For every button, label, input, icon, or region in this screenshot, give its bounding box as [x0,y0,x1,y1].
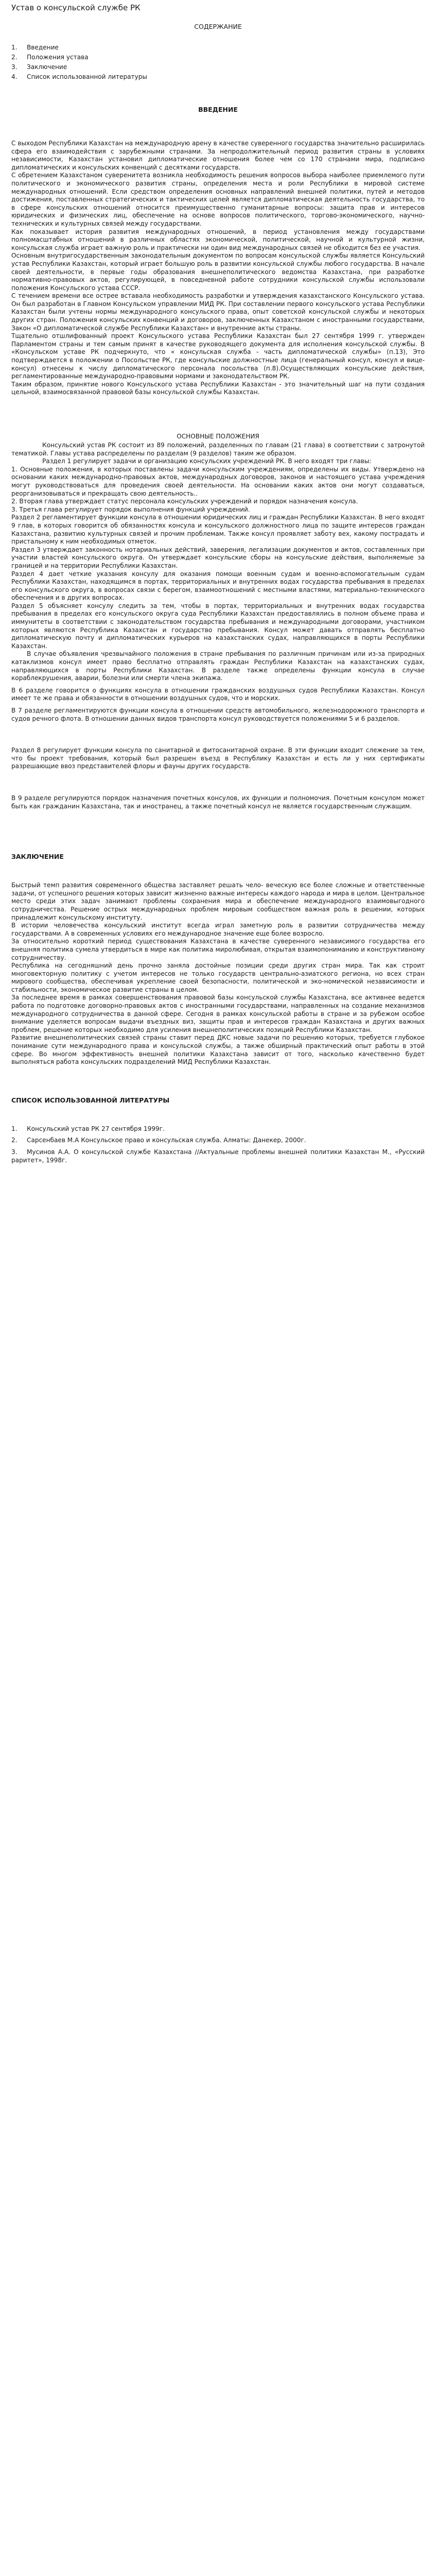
references-heading: СПИСОК ИСПОЛЬЗОВАННОЙ ЛИТЕРАТУРЫ [11,1096,170,1104]
provisions-paragraph: Раздел 5 объясняет консулу следить за тем, чтобы в портах, территориальных и внутренних водах государства пребывания в пределах его консульского округа суда Республики Казахстан предоставлялись в полном объеме права и иммунитеты в соответствии с законодательством государства пребывания и международными договорами, участником которых являются Республика Казахстан и государство пребывания. Консул может давать отправлять бесплатно дипломатическую почту и дипломатических курьеров на казахстанских судах, направляющихся в порты Республики Казахстан. [11,602,425,650]
toc-item-references[interactable] [11,72,425,82]
reference-number: 1. [11,1125,18,1132]
reference-text: Сарсенбаев М.А Консульское право и консульская служба. Алматы: Данекер, 2000г. [27,1137,306,1144]
toc-item-conclusion[interactable] [11,62,425,72]
intro-paragraph: Тщательно отшлифованный проект Консульского устава Республики Казахстан был 27 сентября 1999 г. утвержден Парламентом страны и тем самым принят в качестве руководящего документа для исполнения консульской службы. В «Консульском уставе РК подчеркнуто, что « консульская служба - часть дипломатической службы» (п.13), Это подтверждается в положении о Посольстве РК, где консульские должностные лица (генеральный консул, консул и вице-консул) отнесены к числу дипломатического персонала посольства (п.8).Осуществляющих консульские действия, регламентированные международно-правовыми нормами и законодательством РК. [11,332,425,380]
document-title: Устав о консульской службе РК [11,3,141,12]
conclusion-section [11,853,425,1066]
provisions-section [11,433,425,810]
intro-paragraph: С обретением Казахстаном суверенитета возникла необходимость решения вопросов выбора наиболее приемлемого пути политического и экономического развития страны, определения места и роли Республики в мировой системе международных отношений. Если средством определения основных направлений внешней политики, путей и методов достижения, поставленных стратегических и тактических целей является дипломатическая деятельность государства, то в сфере консульских отношений относится преимущественно гуманитарные вопросы: защита прав и интересов юридических и физических лиц, обеспечение на основе вопросов политического, торгово-экономического, научно-технических и культурных связей между государствами. [11,172,425,227]
reference-item [11,1148,425,1164]
provisions-paragraph: В 9 разделе регулируются порядок назначения почетных консулов, их функции и полномочия. Почетным консулом может быть как гражданин Казахстана, так и иностранец, а также почетный консул не является государственным служащим. [11,794,425,810]
toc-item-number: 3. [11,63,18,71]
document-page [0,0,436,1164]
references-section [11,1096,425,1164]
intro-paragraph: Как показывает история развития международных отношений, в период установления между государствами полномасштабных отношений в различных областях экономической, политической, научной и культурной жизни, консульская служба играет важную роль и практически ни один вид международных связей не обходится без ее участия. [11,228,425,251]
toc-item-number: 1. [11,44,18,51]
provisions-heading: ОСНОВНЫЕ ПОЛОЖЕНИЯ [177,433,259,440]
provisions-paragraph: В случае объявления чрезвычайного положения в стране пребывания по различным причинам или из-за природных катаклизмов консул имеет право бесплатно отправлять граждан Республики Казахстан на казахстанских судах, направляющихся в порты Республики Казахстан. В разделе также определены функции консула в случае кораблекрушения, аварии, болезни или смерти члена экипажа. [11,650,425,682]
toc-item-label: Заключение [27,63,67,71]
toc-item-label: Список использованной литературы [27,73,147,80]
provisions-paragraph: В 6 разделе говорится о функциях консула в отношении гражданских воздушных судов Республики Казахстан. Консул имеет те же права и обязанности в отношении воздушных судов, что и морских. [11,686,425,702]
provisions-paragraph: Консульский устав РК состоит из 89 положений, разделенных по главам (21 глава) в соответствии с затронутой тематикой. Главы устава распределены по разделам (9 разделов) таким же образом. [11,442,425,457]
toc-item-number: 2. [11,54,18,61]
reference-number: 3. [11,1148,18,1156]
conclusion-paragraph: Развитие внешнеполитических связей страны ставит перед ДКС новые задачи по решению которых, требуется глубокое понимание сути международного права и консульской службы, а также обширный практический опыт работы в этой сфере. Во многом эффективность внешней политики Казахстана зависит от того, насколько качественно будет выполняться работа консульских подразделений МИД Республики Казахстан. [11,1034,425,1066]
toc-item-intro[interactable] [11,43,425,53]
toc-item-number: 4. [11,73,18,80]
reference-item [11,1137,425,1145]
provisions-paragraph: Раздел 1 регулирует задачи и организацию консульских учреждений РК. В него входят три главы: [42,457,372,465]
toc-item-label: Положения устава [27,54,89,61]
conclusion-paragraph: Республика на сегодняшний день прочно заняла достойные позиции среди других стран мира. Так как строит многовекторную политику с учетом интересов не только государств центрально-азиатского региона, но всех стран мирового сообщества, обеспечивая укрепление своей безопасности, политической и эко-номической независимости и стабильности, экономическое развитие страны в целом. [11,962,425,993]
reference-text: Мусинов А.А. О консульской службе Казахстана //Актуальные проблемы внешней политики Казахстан М., «Русский раритет», 1998г. [11,1148,425,1164]
reference-number: 2. [11,1137,18,1144]
provisions-paragraph: Раздел 8 регулирует функции консула по санитарной и фитосанитарной охране. В эти функции входит слежение за тем, что бы проект требования, который был разрешен въезд в Республику Казахстан и есть ли у них сертификаты разрешающие ввоз представителей флоры и фауны других государств. [11,747,425,770]
conclusion-heading: ЗАКЛЮЧЕНИЕ [11,853,64,861]
intro-heading: ВВЕДЕНИЕ [198,106,238,113]
intro-paragraph: С выходом Республики Казахстан на международную арену в качестве суверенного государства значительно расширилась сфера его взаимодействия с зарубежными странами. За непродолжительный период развития страны в условиях независимости, Казахстан установил дипломатические отношения более чем со 170 странами мира, подписано дипломатических и консульских конвенций с десятками государств. [11,140,425,171]
conclusion-paragraph: В истории человечества консульский институт всегда играл заметную роль в развитии сотрудничества между государствами. А в современных условиях его международное значение еще более возросло. [11,922,425,937]
provisions-paragraph: 2. Вторая глава утверждает статус персонала консульских учреждений и порядок назначения консула. [11,498,358,505]
intro-paragraph: С течением времени все острее вставала необходимость разработки и утверждения казахстанского Консульского устава. Он был разработан в Главном Консульском управлении МИД РК. При составлении первого консульского устава Республики Казахстан были учтены нормы международного консульского права, опыт советской консульской службы и некоторых других стран. Положения консульских конвенций и договоров, заключенных Казахстаном с иностранными государствами, Закон «О дипломатической службе Республики Казахстан» и внутренние акты страны. [11,292,425,332]
provisions-paragraph: Раздел 4 дает четкие указания консулу для оказания помощи военным судам и военно-вспомогательным судам Республики Казахстан, находящимся в портах, территориальных и внутренних водах государства пребывания в пределах его консульского округа, в вопросах связи с берегом, взаимоотношений с местными властями, материально-технического обеспечения и в других вопросах. [11,570,425,602]
conclusion-paragraph: За относительно короткий период существования Казахстана в качестве суверенного независимого государства его внешняя политика сумела утвердиться в мире как политика миролюбивая, открытая взаимопониманию и конструктивному сотрудничеству. [11,938,425,961]
toc-item-label: Введение [27,44,59,51]
provisions-paragraph: В 7 разделе регламентируются функции консула в отношении средств автомобильного, железнодорожного транспорта и судов речного флота. В отношении данных видов транспорта консул руководствуется положениями 5 и 6 разделов. [11,707,425,722]
provisions-paragraph: Раздел 3 утверждает законность нотариальных действий, заверения, легализации документов и актов, составленных при участии властей консульского округа. Он утверждает консульские сборы на консульские действия, выполняемые за границей и на территории Республики Казахстан. [11,546,425,569]
table-of-contents [11,43,425,82]
reference-text: Консульский устав РК 27 сентября 1999г. [27,1125,165,1132]
provisions-paragraph: Раздел 2 регламентирует функции консула в отношении юридических лиц и граждан Республики Казахстан. В него входят 9 глав, в которых говорится об обязанностях консула и консульского должностного лица по защите интересов граждан Казахстана, развитию культурных связей и прочим проблемам. Также консул проявляет заботу вех, какому пострадать и пристальному к ним необходимых отметок. [11,514,425,546]
intro-paragraph: Таким образом, принятие нового Консульского устава Республики Казахстан - это значительный шаг на пути создания цельной, взаимосвязанной правовой базы консульской службы Казахстан. [11,380,425,396]
reference-item [11,1125,425,1133]
toc-item-provisions[interactable] [11,53,425,62]
provisions-paragraph: 3. Третья глава регулирует порядок выполнения функций учреждений. [11,505,250,513]
intro-paragraph: Основным внутригосударственным законодательным документом по вопросам консульской службы является Консульский устав Республики Казахстан, который играет большую роль в развитии консульской службы любого государства. В начале своей деятельности, в первые годы образования внешнеполитического ведомства Казахстана, при разработке нормативно-правовых актов, регулирующей, в повседневной работе сотрудники консульской службы использовали положения Консульского устава СССР. [11,252,425,292]
toc-heading: СОДЕРЖАНИЕ [194,23,242,30]
conclusion-paragraph: За последнее время в рамках совершенствования правовой базы консульской службы Казахстана, все активнее ведется работа по подготовке договорно-правовых актов с иностранными государствами, направленных на создание механизмов международного сотрудничества в данной сфере. Сегодня в рамках консульской работы в стране и за рубежом особое внимание уделяется вопросам выдачи въездных виз, защиты прав и интересов граждан Казахстана и других важных проблем, решение которых необходимо для усиления внешнеполитических позиций Республики Казахстан. [11,994,425,1033]
intro-section [11,106,425,397]
provisions-paragraph: 1. Основные положения, в которых поставлены задачи консульским учреждениям, определены их виды. Утверждено на основании каких международно-правовых актов, международных договоров, законов и настоящего устава учреждения могут руководствоваться для проведения своей деятельности. На основании каких актов они могут создаваться, реорганизовываться и прекращать свою деятельность.. [11,465,425,497]
conclusion-paragraph: Быстрый темп развития современного общества заставляет решать чело- веческую все более сложные и ответственные задачи, от успешного решения которых зависит жизненно важные интересы каждого народа и мира в целом. Центральное место среди этих задач занимают проблемы сохранения мира и обеспечение международного взаимовыгодного сотрудничества. Решение острых международных проблем мировым сообществом важная роль в решении, которых принадлежит консульскому институту. [11,882,425,921]
references-list [11,1125,425,1164]
